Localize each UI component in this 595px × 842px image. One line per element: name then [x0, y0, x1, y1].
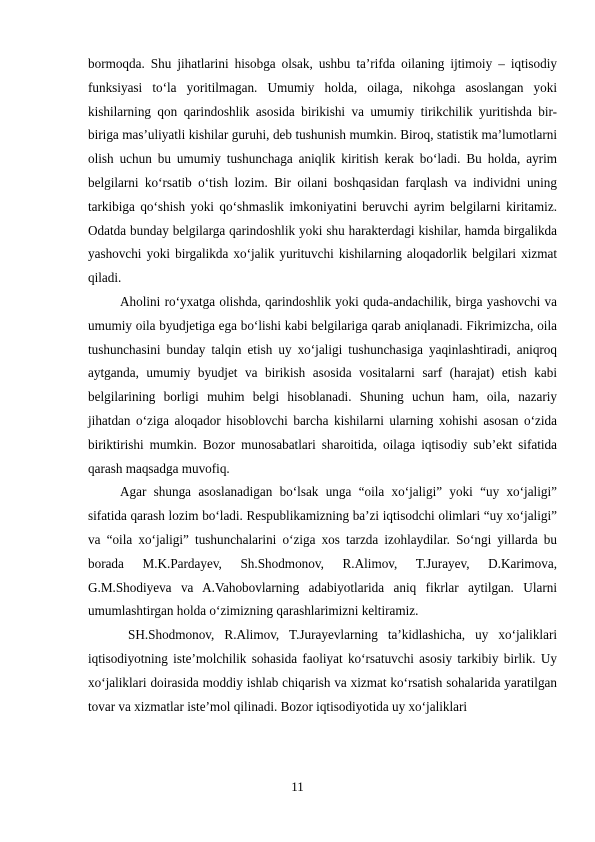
document-page: [88, 52, 557, 718]
page-number: 11: [291, 779, 304, 794]
paragraph-4: SH.Shodmonov, R.Alimov, T.Jurayevlarning ta’kidlashicha, uy xo‘jaliklari iqtisodiyotning iste’molchilik sohasida faoliyat ko‘rsatuvchi asosiy tarkibiy birlik. Uy xo‘jaliklari doirasida moddiy ishlab chiqarish va xizmat ko‘rsatish sohalarida yaratilgan tovar va xizmatlar iste’mol qilinadi. Bozor iqtisodiyotida uy xo‘jaliklari: [88, 627, 557, 714]
paragraph-2: Aholini ro‘yxatga olishda, qarindoshlik yoki quda-andachilik, birga yashovchi va umumiy oila byudjetiga ega bo‘lishi kabi belgilariga qarab aniqlanadi. Fikrimizcha, oila tushunchasini bunday talqin etish uy xo‘jaligi tushunchasiga yaqinlashtiradi, aniqroq aytganda, umumiy byudjet va birikish asosida vositalarni sarf (harajat) etish kabi belgilarining borligi muhim belgi hisoblanadi. Shuning uchun ham, oila, nazariy jihatdan o‘ziga aloqador hisoblovchi barcha kishilarni ularning xohishi asosan o‘zida biriktirishi mumkin. Bozor munosabatlari sharoitida, oilaga iqtisodiy sub’ekt sifatida qarash maqsadga muvofiq.: [88, 293, 557, 476]
paragraph-1: bormoqda. Shu jihatlarini hisobga olsak, ushbu ta’rifda oilaning ijtimoiy – iqtisodiy funksiyasi to‘la yoritilmagan. Umumiy holda, oilaga, nikohga asoslangan yoki kishilarning qon qarindoshlik asosida birikishi va umumiy tirikchilik yuritishda bir-biriga mas’uliyatli kishilar guruhi, deb tushunish mumkin. Biroq, statistik ma’lumotlarni olish uchun bu umumiy tushunchaga aniqlik kiritish kerak bo‘ladi. Bu holda, ayrim belgilarni ko‘rsatib o‘tish lozim. Bir oilani boshqasidan farqlash va individni uning tarkibiga qo‘shish yoki qo‘shmaslik imkoniyatini beruvchi ayrim belgilarni kiritamiz. Odatda bunday belgilarga qarindoshlik yoki shu harakterdagi kishilar, hamda birgalikda yashovchi yoki birgalikda xo‘jalik yurituvchi kishilarning aloqadorlik belgilari xizmat qiladi.: [88, 56, 557, 286]
paragraph-3: Agar shunga asoslanadigan bo‘lsak unga “oila xo‘jaligi” yoki “uy xo‘jaligi” sifatida qarash lozim bo‘ladi. Respublikamizning ba’zi iqtisodchi olimlari “uy xo‘jaligi” va “oila xo‘jaligi” tushunchalarini o‘ziga xos tarzda izohlaydilar. So‘ngi yillarda bu borada M.K.Pardayev, Sh.Shodmonov, R.Alimov, T.Jurayev, D.Karimova, G.M.Shodiyeva va A.Vahobovlarning adabiyotlarida aniq fikrlar aytilgan. Ularni umumlashtirgan holda o‘zimizning qarashlarimizni keltiramiz.: [88, 484, 557, 619]
